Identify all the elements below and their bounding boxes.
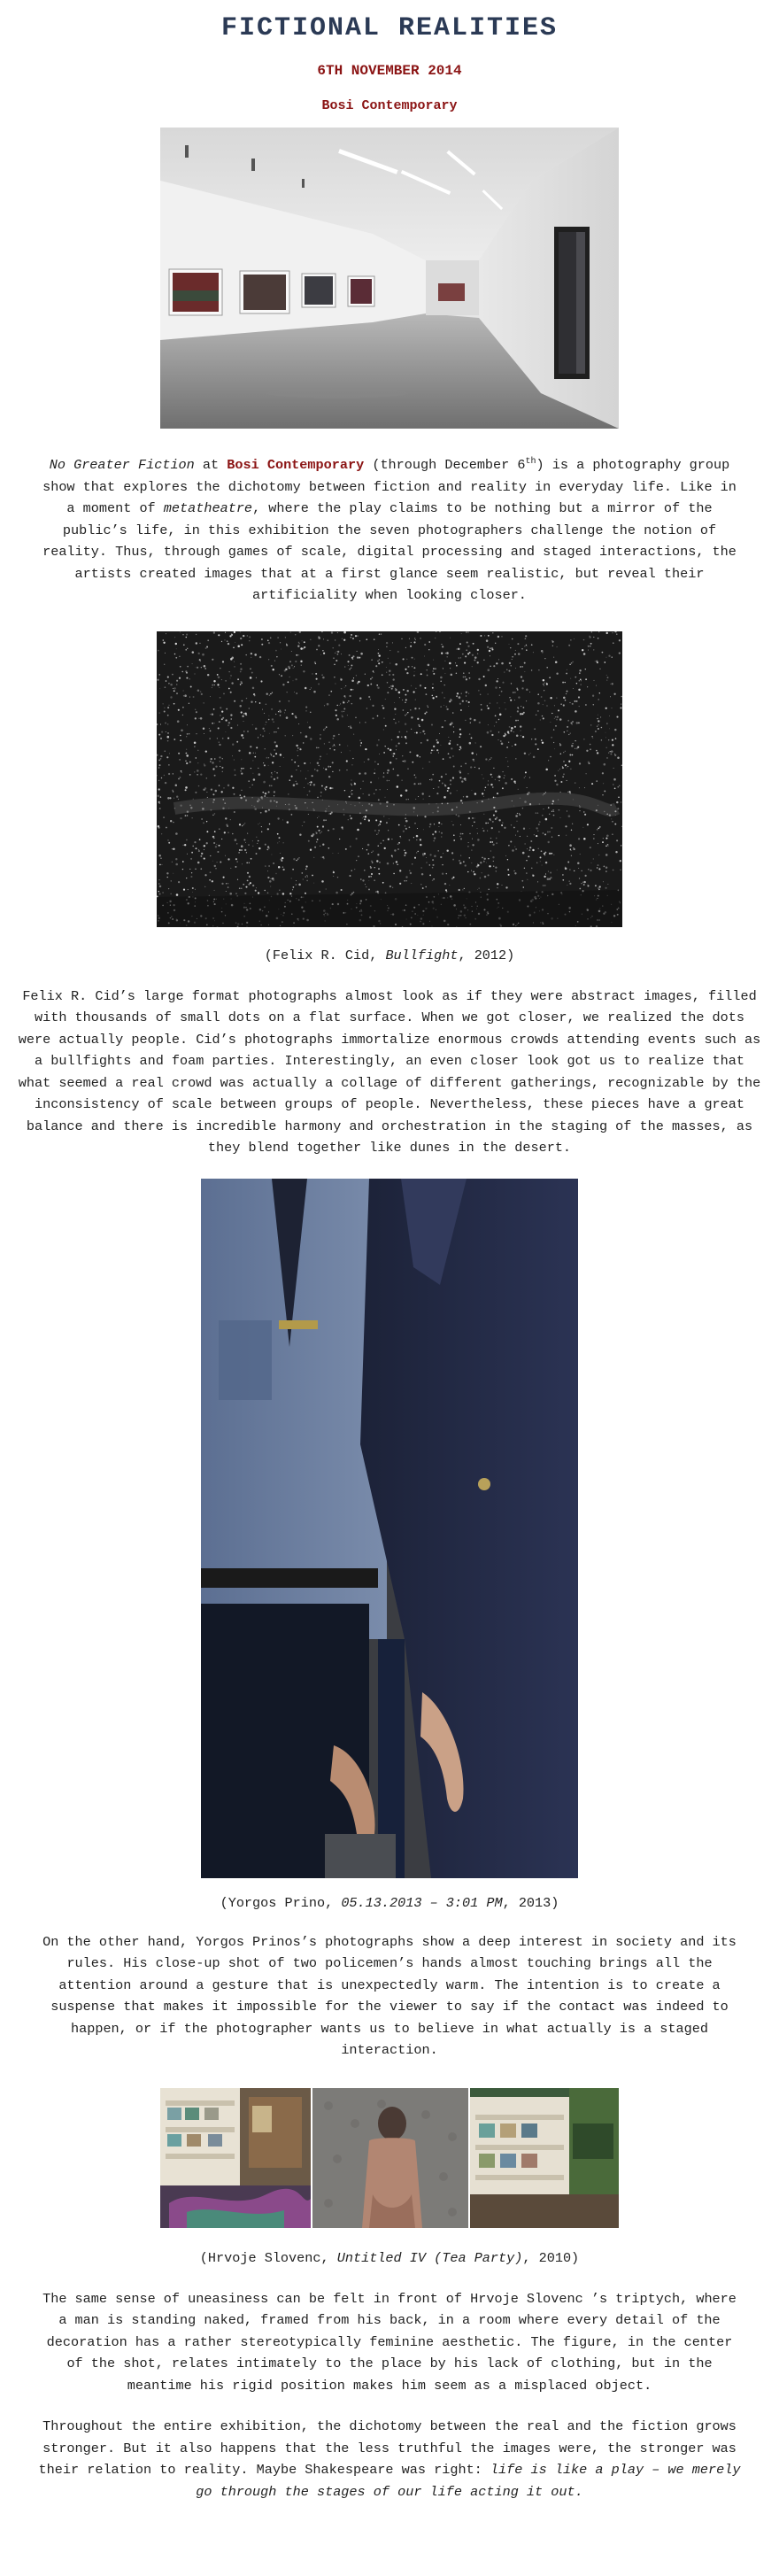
crowd-dots-image <box>157 631 622 927</box>
closing-paragraph <box>35 2416 744 2503</box>
prino-paragraph: On the other hand, Yorgos Prinos’s photographs show a deep interest in society and its rules. His close-up shot of two policemen’s hands almost touching brings all the attention around a gesture that is unexpectedly warm. The intention is to create a suspense that makes it impossible for the viewer to say if the contact was indeed to happen, or if the photographer wants us to believe in what actually is a staged interaction. <box>42 1933 737 2059</box>
cid-caption <box>0 947 779 964</box>
slovenc-caption-pre: (Hrvoje Slovenc, <box>199 2249 337 2266</box>
intro-sup: th <box>525 457 536 467</box>
gallery-interior-photo <box>160 128 619 429</box>
prino-caption <box>0 1894 779 1912</box>
slovenc-caption-title: Untitled IV (Tea Party) <box>336 2249 523 2266</box>
exhibition-title: No Greater Fiction <box>49 457 195 474</box>
cid-caption-post: , 2012) <box>458 947 515 963</box>
shakespeare-quote: life is like a play – we merely go through the stages of our life acting it out. <box>196 2462 741 2500</box>
policemen-photo <box>201 1179 578 1878</box>
metatheatre-term: metatheatre <box>163 500 253 517</box>
triptych-photo <box>160 2088 619 2228</box>
venue-link[interactable]: Bosi Contemporary <box>321 98 458 113</box>
article-date: 6TH NOVEMBER 2014 <box>317 63 462 79</box>
prino-caption-post: , 2013) <box>502 1894 559 1911</box>
policemen-hands-image <box>201 1179 578 1878</box>
intro-through-text: (through December 6 <box>364 457 526 474</box>
article-title: FICTIONAL REALITIES <box>220 13 559 43</box>
bullfight-photo <box>157 631 622 927</box>
slovenc-caption-post: , 2010) <box>522 2249 580 2266</box>
slovenc-caption <box>0 2249 779 2267</box>
intro-rest-text: , where the play claims to be nothing but a mirror of the public’s life, in this exhibition the seven photographers challenge the notion of reality. Thus, through games of scale, digital processing and staged interactions, the artists created images that at a first glance seem realistic, but reveal their artificiality when looking closer. <box>42 500 737 604</box>
intro-paragraph <box>40 452 739 607</box>
gallery-interior-image <box>160 128 619 429</box>
intro-through-post: ) is a photography group show that explores the dichotomy between fiction and reality in everyday life. Like in a moment of <box>42 457 737 517</box>
cid-caption-pre: (Felix R. Cid, <box>264 947 386 963</box>
cid-caption-title: Bullfight <box>385 947 459 963</box>
cid-paragraph: Felix R. Cid’s large format photographs almost look as if they were abstract images, filled with thousands of small dots on a flat surface. When we got closer, we realized the dots were actually people. Cid’s photographs immortalize enormous crowds attending events such as a bullfights and foam parties. Interestingly, an even closer look got us to realize that what seemed a real crowd was actually a collage of different gatherings, recognizable by the inconsistency of scale between groups of people. Nevertheless, these pieces have a great balance and there is incredible harmony and orchestration in the staging of the masses, as they blend together like dunes in the desert. <box>18 987 761 1156</box>
prino-caption-title: 05.13.2013 – 3:01 PM <box>341 1894 503 1911</box>
gallery-link[interactable]: Bosi Contemporary <box>227 457 365 474</box>
naked-man-triptych-image <box>160 2088 619 2228</box>
slovenc-paragraph: The same sense of uneasiness can be felt in front of Hrvoje Slovenc ’s triptych, where a man is standing naked, framed from his back, in a room where every detail of the decoration has a rather stereotypically feminine aesthetic. The figure, in the center of the shot, relates intimately to the place by his lack of clothing, but in the meantime his rigid position makes him seem as a misplaced object. <box>42 2290 737 2394</box>
prino-caption-pre: (Yorgos Prino, <box>220 1894 342 1911</box>
intro-at-text: at <box>194 457 228 474</box>
closing-text: Throughout the entire exhibition, the dichotomy between the real and the fiction grows stronger. But it also happens that the less truthful the images were, the stronger was their relation to reality. Maybe Shakespeare was right: <box>38 2418 737 2479</box>
